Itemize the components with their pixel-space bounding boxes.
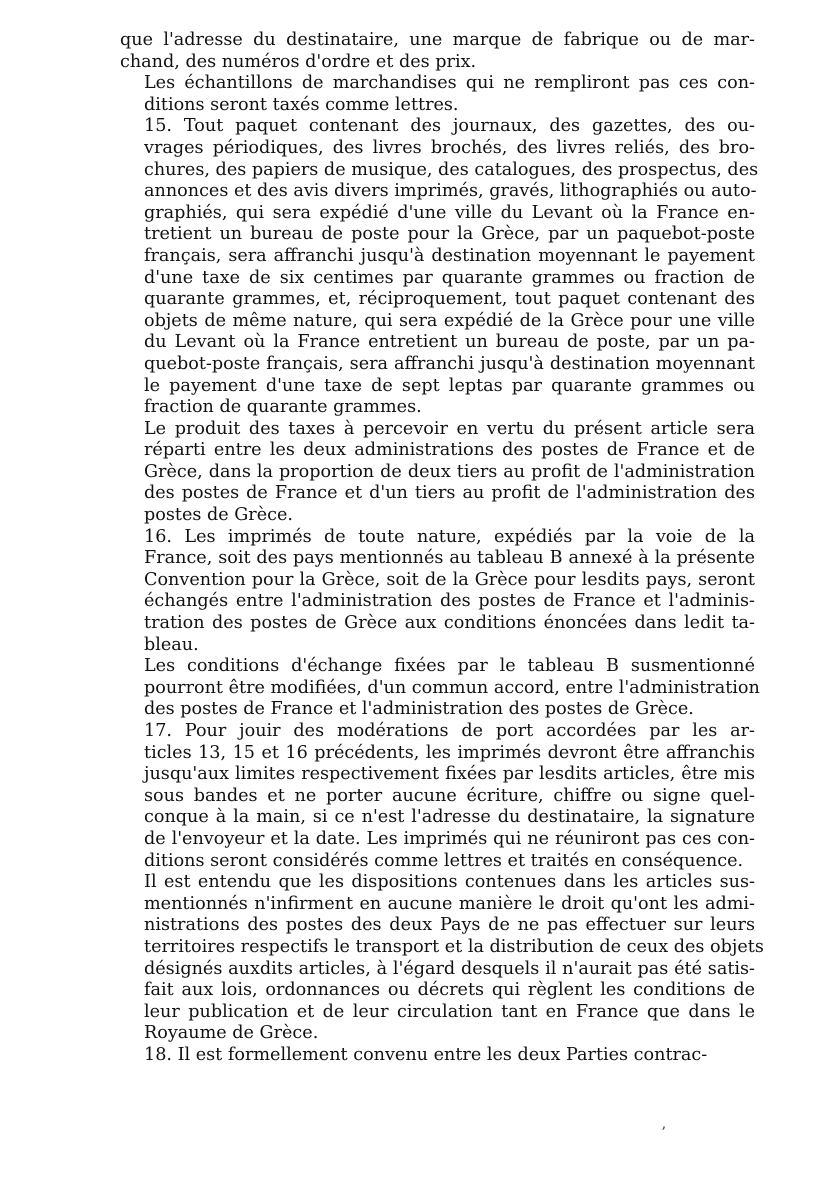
text-line: objets de même nature, qui sera expédié de la Grèce pour une ville [144,310,755,331]
text-line: Royaume de Grèce. [144,1023,319,1044]
stray-mark: ʼ [661,1125,666,1141]
text-line: mentionnés n'infirment en aucune manière le droit qu'ont les admi- [144,893,755,914]
text-line: tration des postes de Grèce aux conditions énoncées dans ledit ta- [144,613,755,634]
text-line: des postes de France et d'un tiers au profit de l'administration des [144,483,755,504]
text-line: quebot-poste français, sera affranchi jusqu'à destination moyennant [144,353,755,374]
paragraph [120,116,759,418]
text-line: 17. Pour jouir des modérations de port accordées par les ar- [144,721,755,741]
text-line: 15. Tout paquet contenant des journaux, des gazettes, des ou- [144,116,755,137]
text-line: Convention pour la Grèce, soit de la Grèce pour lesdits pays, seront [144,569,755,590]
paragraph [120,30,755,73]
text-line: des postes de France et l'administration des postes de Grèce. [144,699,694,720]
text-line: Les échantillons de marchandises qui ne rempliront pas ces con- [144,73,755,94]
text-line: fait aux lois, ordonnances ou décrets qui règlent les conditions de [144,980,755,1001]
text-line: leur publication et de leur circulation tant en France que dans le [144,1001,755,1022]
text-line: réparti entre les deux administrations des postes de France et de [144,440,755,461]
text-line: pourront être modifiées, d'un commun accord, entre l'administration [144,677,760,698]
text-line: français, sera affranchi jusqu'à destination moyennant le payement [144,245,755,266]
text-line: que l'adresse du destinataire, une marque de fabrique ou de mar- [120,30,755,50]
paragraph [120,73,755,116]
text-line: Grèce, dans la proportion de deux tiers au profit de l'administration [144,461,755,482]
paragraph [120,1045,755,1067]
text-line: 16. Les imprimés de toute nature, expédiés par la voie de la [144,526,755,547]
text-line: territoires respectifs le transport et la distribution de ceux des objets [144,936,764,957]
text-line: annonces et des avis divers imprimés, gravés, lithographiés ou auto- [144,181,757,202]
text-line: Les conditions d'échange fixées par le tableau B susmentionné [144,656,755,677]
paragraph [120,721,755,872]
text-line: Il est entendu que les dispositions contenues dans les articles sus- [144,872,755,893]
text-line: Le produit des taxes à percevoir en vertu du présent article sera [144,418,755,439]
text-line: échangés entre l'administration des postes de France et l'adminis- [144,591,755,612]
text-line: ticles 13, 15 et 16 précédents, les imprimés devront être affranchis [144,742,755,763]
text-line: 18. Il est formellement convenu entre les deux Parties contrac- [144,1044,708,1065]
text-line: ditions seront taxés comme lettres. [144,94,459,115]
text-line: jusqu'aux limites respectivement fixées par lesdits articles, être mis [144,764,755,785]
text-line: désignés auxdits articles, à l'égard desquels il n'aurait pas été satis- [144,958,755,979]
text-line: d'une taxe de six centimes par quarante grammes ou fraction de [144,267,755,288]
text-line: conque à la main, si ce n'est l'adresse du destinataire, la signature [144,807,755,828]
paragraph [120,419,755,527]
text-line: quarante grammes, et, réciproquement, tout paquet contenant des [144,289,755,310]
text-line: chures, des papiers de musique, des catalogues, des prospectus, des [144,159,759,180]
text-line: sous bandes et ne porter aucune écriture, chiffre ou signe quel- [144,785,755,806]
document-page [120,30,764,1067]
text-line: nistrations des postes des deux Pays de ne pas effectuer sur leurs [144,915,755,936]
paragraph [120,527,755,657]
text-line: le payement d'une taxe de sept leptas par quarante grammes ou [144,375,755,396]
text-line: du Levant où la France entretient un bureau de poste, par un pa- [144,332,755,353]
text-line: tretient un bureau de poste pour la Grèce, par un paquebot-poste [144,224,755,245]
paragraph [120,656,760,721]
text-line: fraction de quarante grammes. [144,397,422,418]
text-line: de l'envoyeur et la date. Les imprimés qui ne réuniront pas ces con- [144,828,755,849]
text-line: graphiés, qui sera expédié d'une ville du Levant où la France en- [144,202,755,223]
text-line: vrages périodiques, des livres brochés, des livres reliés, des bro- [144,137,755,158]
text-line: postes de Grèce. [144,505,293,526]
text-line: France, soit des pays mentionnés au tableau B annexé à la présente [144,548,755,569]
text-line: ditions seront considérés comme lettres et traités en conséquence. [144,850,744,871]
text-line: chand, des numéros d'ordre et des prix. [120,51,477,72]
text-line: bleau. [144,634,199,655]
paragraph [120,872,764,1045]
